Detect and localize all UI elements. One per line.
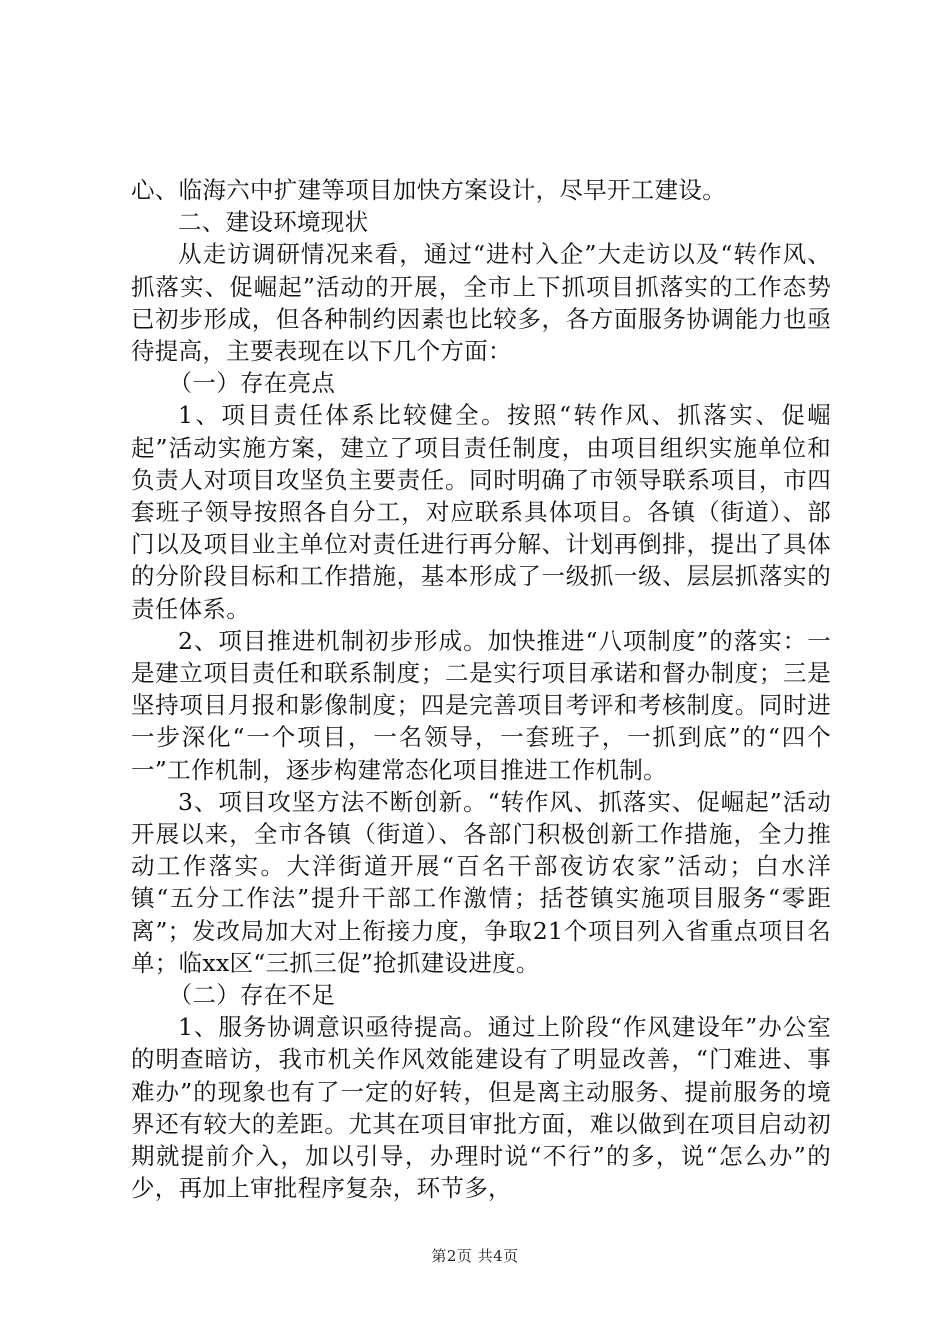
paragraph-continuation: 心、临海六中扩建等项目加快方案设计，尽早开工建设。 bbox=[131, 176, 726, 204]
paragraph: 3、项目攻坚方法不断创新。“转作风、抓落实、促崛起”活动开展以来，全市各镇（街道）、各部门积极创新工作措施，全力推动工作落实。大洋街道开展“百名干部夜访农家”活动；白水洋镇“五分工作法”提升干部工作激情；括苍镇实施项目服务“零距离”；发改局加大对上衔接力度，争取21个项目列入省重点项目名单；临xx区“三抓三促”抢抓建设进度。 bbox=[131, 787, 831, 977]
document-body bbox=[131, 174, 831, 1205]
paragraph: 1、项目责任体系比较健全。按照“转作风、抓落实、促崛起”活动实施方案，建立了项目责任制度，由项目组织实施单位和负责人对项目攻坚负主要责任。同时明确了市领导联系项目，市四套班子领导按照各自分工，对应联系具体项目。各镇（街道）、部门以及项目业主单位对责任进行再分解、计划再倒排，提出了具体的分阶段目标和工作措施，基本形成了一级抓一级、层层抓落实的责任体系。 bbox=[131, 401, 831, 623]
paragraph: 从走访调研情况来看，通过“进村入企”大走访以及“转作风、抓落实、促崛起”活动的开展，全市上下抓项目抓落实的工作态势已初步形成，但各种制约因素也比较多，各方面服务协调能力也亟待提高，主要表现在以下几个方面： bbox=[131, 240, 831, 366]
subsection-heading: （二）存在不足 bbox=[168, 981, 336, 1010]
section-heading: 二、建设环境现状 bbox=[178, 208, 369, 237]
subsection-heading: （一）存在亮点 bbox=[168, 369, 336, 398]
paragraph: 2、项目推进机制初步形成。加快推进“八项制度”的落实：一是建立项目责任和联系制度；二是实行项目承诺和督办制度；三是坚持项目月报和影像制度；四是完善项目考评和考核制度。同时进一步深化“一个项目，一名领导，一套班子，一抓到底”的“四个一”工作机制，逐步构建常态化项目推进工作机制。 bbox=[131, 626, 831, 784]
page-number-footer: 第2页 共4页 bbox=[431, 1247, 519, 1265]
paragraph: 1、服务协调意识亟待提高。通过上阶段“作风建设年”办公室的明查暗访，我市机关作风效能建设有了明显改善，“门难进、事难办”的现象也有了一定的好转，但是离主动服务、提前服务的境界还有较大的差距。尤其在项目审批方面，难以做到在项目启动初期就提前介入，加以引导，办理时说“不行”的多，说“怎么办”的少，再加上审批程序复杂，环节多， bbox=[131, 1013, 831, 1203]
